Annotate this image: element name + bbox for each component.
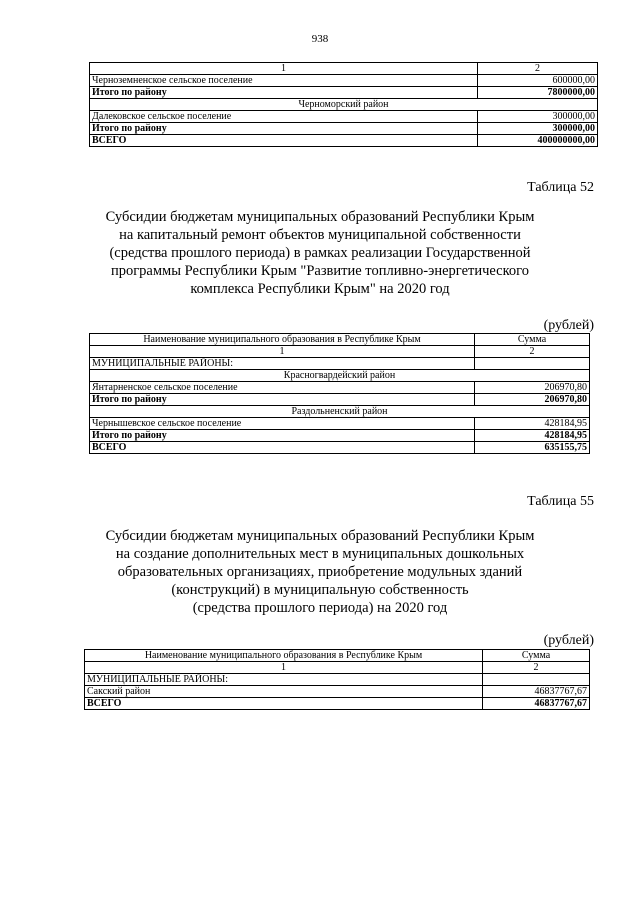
title-line: (средства прошлого периода) в рамках реализации Государственной: [109, 245, 531, 261]
row-value: [483, 674, 590, 686]
region-name: Черноморский район: [90, 99, 598, 111]
table-55-label: Таблица 55: [527, 494, 594, 509]
total-row: [85, 698, 590, 710]
total-row: [90, 394, 590, 406]
total-row: [90, 87, 598, 99]
row-value: 46837767,67: [483, 698, 590, 710]
table-row: [90, 418, 590, 430]
row-name: МУНИЦИПАЛЬНЫЕ РАЙОНЫ:: [90, 358, 475, 370]
table-55: [84, 649, 590, 710]
total-row: [90, 123, 598, 135]
column-number-2: 2: [483, 662, 590, 674]
row-name: Итого по району: [90, 87, 478, 99]
row-value: 300000,00: [478, 123, 598, 135]
table-number-row: [90, 63, 598, 75]
row-name: Далековское сельское поселение: [90, 111, 478, 123]
column-header-name: Наименование муниципального образования в Республике Крым: [90, 334, 475, 346]
table-55-body: [85, 650, 590, 710]
table-number-row: [90, 346, 590, 358]
total-row: [90, 135, 598, 147]
table-52-body: [90, 334, 590, 454]
title-line: (конструкций) в муниципальную собственность: [171, 582, 469, 598]
column-number-1: 1: [90, 346, 475, 358]
title-line: Субсидии бюджетам муниципальных образований Республики Крым: [105, 528, 535, 544]
table-55-title: [60, 527, 580, 617]
region-name: Раздольненский район: [90, 406, 590, 418]
region-header-row: [90, 370, 590, 382]
title-line: комплекса Республики Крым" на 2020 год: [190, 281, 450, 297]
title-line: программы Республики Крым "Развитие топливно-энергетического: [110, 263, 530, 279]
column-header-name: Наименование муниципального образования в Республике Крым: [85, 650, 483, 662]
table-number-row: [85, 662, 590, 674]
column-header-sum: Сумма: [483, 650, 590, 662]
row-name: ВСЕГО: [90, 442, 475, 454]
row-value: 46837767,67: [483, 686, 590, 698]
row-name: ВСЕГО: [90, 135, 478, 147]
row-name: Итого по району: [90, 123, 478, 135]
column-number-1: 1: [85, 662, 483, 674]
table-52-label: Таблица 52: [527, 180, 594, 195]
row-value: [475, 358, 590, 370]
row-value: 635155,75: [475, 442, 590, 454]
row-name: ВСЕГО: [85, 698, 483, 710]
table-header-row: [90, 334, 590, 346]
row-value: 7800000,00: [478, 87, 598, 99]
region-header-row: [90, 99, 598, 111]
row-value: 428184,95: [475, 418, 590, 430]
title-line: образовательных организациях, приобретение модульных зданий: [117, 564, 523, 580]
column-header-sum: Сумма: [475, 334, 590, 346]
row-name: Чернышевское сельское поселение: [90, 418, 475, 430]
table-row: [90, 382, 590, 394]
table-52: [89, 333, 590, 454]
row-value: 400000000,00: [478, 135, 598, 147]
row-name: Итого по району: [90, 394, 475, 406]
total-row: [90, 430, 590, 442]
table-row: [90, 111, 598, 123]
row-value: 600000,00: [478, 75, 598, 87]
table-row: [90, 358, 590, 370]
title-line: на капитальный ремонт объектов муниципальной собственности: [119, 227, 521, 243]
table-55-unit: (рублей): [543, 633, 594, 648]
row-value: 300000,00: [478, 111, 598, 123]
row-name: Янтарненское сельское поселение: [90, 382, 475, 394]
table-header-row: [85, 650, 590, 662]
table-top: [89, 62, 598, 147]
table-52-unit: (рублей): [543, 318, 594, 333]
row-name: Черноземненское сельское поселение: [90, 75, 478, 87]
row-name: Итого по району: [90, 430, 475, 442]
total-row: [90, 442, 590, 454]
row-value: 428184,95: [475, 430, 590, 442]
row-value: 206970,80: [475, 394, 590, 406]
column-number-2: 2: [475, 346, 590, 358]
row-value: 206970,80: [475, 382, 590, 394]
title-line: Субсидии бюджетам муниципальных образований Республики Крым: [105, 209, 535, 225]
title-line: на создание дополнительных мест в муниципальных дошкольных: [115, 546, 525, 562]
table-top-body: [90, 63, 598, 147]
column-number-1: 1: [90, 63, 478, 75]
title-line: (средства прошлого периода) на 2020 год: [192, 600, 448, 616]
table-row: [85, 674, 590, 686]
column-number-2: 2: [478, 63, 598, 75]
row-name: МУНИЦИПАЛЬНЫЕ РАЙОНЫ:: [85, 674, 483, 686]
row-name: Сакский район: [85, 686, 483, 698]
table-52-title: [60, 208, 580, 298]
region-name: Красногвардейский район: [90, 370, 590, 382]
table-row: [85, 686, 590, 698]
table-row: [90, 75, 598, 87]
page-number: 938: [311, 33, 329, 45]
region-header-row: [90, 406, 590, 418]
